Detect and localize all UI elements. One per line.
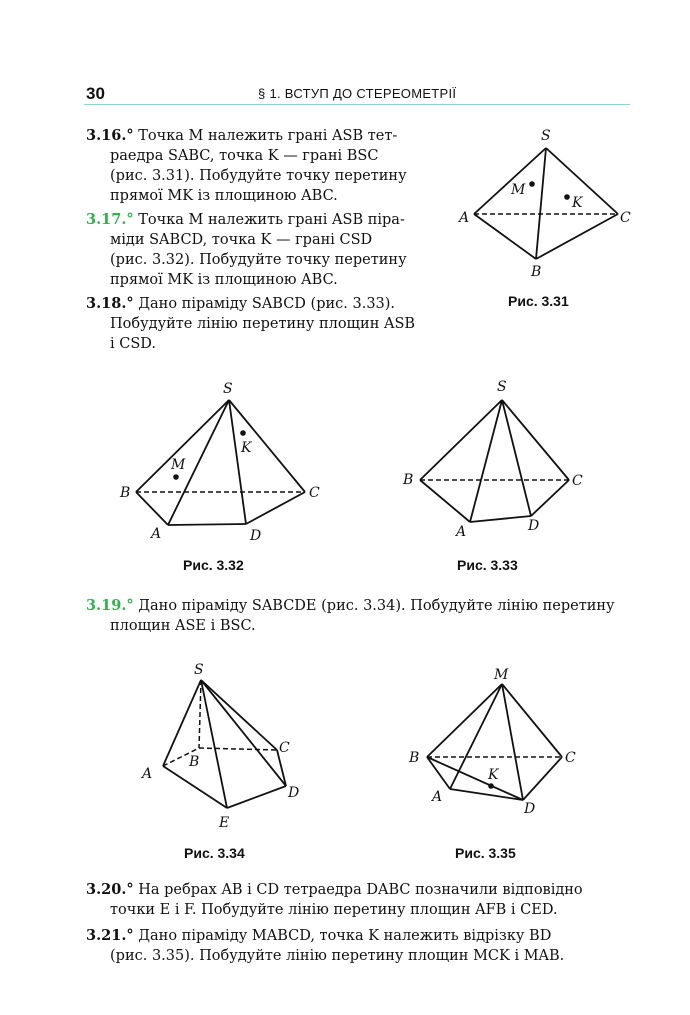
problem-line: (рис. 3.31). Побудуйте точку перетину: [110, 168, 407, 184]
point-m: [529, 181, 535, 187]
edge-bc-hidden: [199, 748, 277, 750]
problem-3-18: [86, 294, 415, 354]
edge-sb: [136, 400, 229, 492]
problem-number: 3.20.°: [86, 881, 134, 898]
label-a: A: [142, 766, 153, 782]
problem-number: 3.18.°: [86, 295, 134, 312]
edge-dc: [531, 480, 569, 516]
label-c: C: [620, 210, 631, 226]
point-k: [240, 430, 246, 436]
label-m: M: [171, 457, 186, 473]
point-k: [488, 783, 494, 789]
label-s: S: [497, 379, 507, 395]
point-k: [564, 194, 570, 200]
label-s: S: [223, 381, 233, 397]
problem-line: раедра SABC, точка K — грані BSC: [110, 148, 379, 164]
caption-3-31: Рис. 3.31: [508, 293, 569, 309]
label-a: A: [456, 524, 467, 540]
label-b: B: [403, 472, 414, 488]
problem-line: (рис. 3.32). Побудуйте точку перетину: [110, 252, 407, 268]
page-number: 30: [86, 84, 105, 103]
label-c: C: [565, 750, 576, 766]
figure-3-31: [448, 120, 638, 290]
label-c: C: [309, 485, 320, 501]
label-m: M: [511, 182, 526, 198]
problem-line: Точка M належить грані ASB тет-: [138, 128, 398, 144]
problem-number: 3.17.°: [86, 211, 134, 228]
problem-line: і CSD.: [110, 336, 156, 352]
problem-line: Дано піраміду SABCDE (рис. 3.34). Побудуйте лінію перетину: [138, 598, 615, 614]
edge-mc: [502, 684, 562, 757]
problem-number: 3.16.°: [86, 127, 134, 144]
problem-line: точки E і F. Побудуйте лінію перетину площин AFB і CED.: [110, 902, 558, 918]
label-s: S: [194, 662, 204, 678]
problem-line: На ребрах AB і CD тетраедра DABC позначили відповідно: [138, 882, 583, 898]
label-c: C: [572, 473, 583, 489]
edge-ba: [420, 480, 470, 522]
label-a: A: [459, 210, 470, 226]
figure-3-32: [118, 376, 328, 546]
edge-md: [502, 684, 523, 800]
edge-sd: [201, 680, 286, 786]
edge-sa: [470, 400, 502, 522]
label-b: B: [531, 264, 542, 280]
problem-line: Дано піраміду SABCD (рис. 3.33).: [138, 296, 396, 312]
problem-3-20: [86, 880, 583, 920]
edge-sa: [474, 148, 546, 214]
label-d: D: [250, 528, 262, 544]
problem-line: прямої MK із площиною ABC.: [110, 188, 338, 204]
label-b: B: [120, 485, 131, 501]
label-b: B: [189, 754, 200, 770]
label-a: A: [432, 789, 443, 805]
edge-ad: [168, 524, 246, 525]
caption-3-35: Рис. 3.35: [455, 845, 516, 861]
label-e: E: [219, 815, 230, 831]
label-m: M: [494, 667, 509, 683]
figure-3-35: [402, 660, 592, 820]
label-k: K: [572, 195, 583, 211]
caption-3-34: Рис. 3.34: [184, 845, 245, 861]
edge-mb: [427, 684, 502, 757]
edge-sb: [536, 148, 546, 259]
edge-ab: [474, 214, 536, 259]
problem-3-21: [86, 926, 564, 966]
label-s: S: [541, 128, 551, 144]
problem-line: прямої MK із площиною ABC.: [110, 272, 338, 288]
edge-ba: [136, 492, 168, 525]
figure-3-33: [398, 376, 598, 546]
problem-3-17: [86, 210, 407, 290]
problem-line: Дано піраміду MABCD, точка K належить відрізку BD: [138, 928, 552, 944]
label-d: D: [524, 801, 536, 817]
caption-3-32: Рис. 3.32: [183, 557, 244, 573]
problem-number: 3.19.°: [86, 597, 134, 614]
label-d: D: [288, 785, 300, 801]
edge-sb-hidden: [199, 680, 201, 748]
figure-3-34: [135, 658, 315, 836]
label-d: D: [528, 518, 540, 534]
label-b: B: [409, 750, 420, 766]
problem-number: 3.21.°: [86, 927, 134, 944]
problem-line: Точка M належить грані ASB піра-: [138, 212, 405, 228]
edge-bc: [536, 214, 618, 259]
section-title: § 1. ВСТУП ДО СТЕРЕОМЕТРІЇ: [258, 86, 457, 101]
problem-line: (рис. 3.35). Побудуйте лінію перетину площин MCK і MAB.: [110, 948, 565, 964]
edge-ed: [227, 786, 286, 808]
problem-3-16: [86, 126, 407, 206]
problem-3-19: [86, 596, 615, 636]
edge-ae: [163, 766, 227, 808]
label-k: K: [488, 767, 499, 783]
edge-dc: [246, 492, 305, 524]
edge-dc: [523, 757, 562, 800]
edge-ad: [470, 516, 531, 522]
caption-3-33: Рис. 3.33: [457, 557, 518, 573]
label-k: K: [241, 440, 252, 456]
problem-line: міди SABCD, точка K — грані CSD: [110, 232, 373, 248]
label-c: C: [279, 740, 290, 756]
label-a: A: [151, 526, 162, 542]
edge-sb: [420, 400, 502, 480]
header-divider: [84, 104, 630, 105]
point-m: [173, 474, 179, 480]
problem-line: Побудуйте лінію перетину площин ASB: [110, 316, 416, 332]
problem-line: площин ASE і BSC.: [110, 618, 256, 634]
